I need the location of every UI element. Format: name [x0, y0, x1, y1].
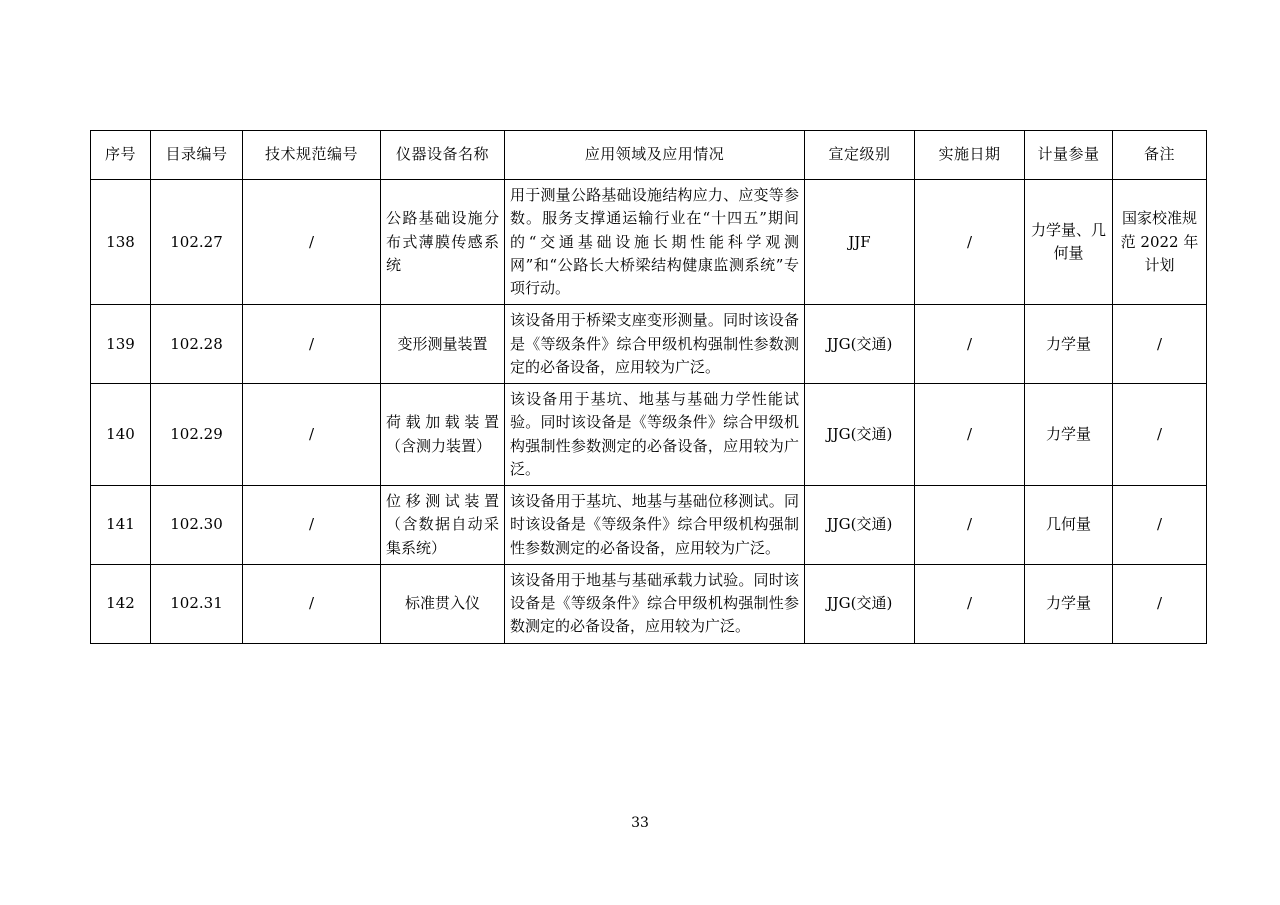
cell-spec-no: /	[243, 384, 381, 486]
column-header-spec-no: 技术规范编号	[243, 131, 381, 180]
cell-equipment-name: 荷载加载装置（含测力装置）	[381, 384, 505, 486]
table-body	[91, 180, 1207, 644]
cell-level: JJG(交通)	[805, 486, 915, 565]
cell-spec-no: /	[243, 180, 381, 305]
equipment-table-container	[90, 130, 1199, 644]
cell-equipment-name: 位移测试装置（含数据自动采集系统）	[381, 486, 505, 565]
cell-application: 该设备用于地基与基础承载力试验。同时该设备是《等级条件》综合甲级机构强制性参数测定的必备设备，应用较为广泛。	[505, 564, 805, 643]
cell-date: /	[915, 564, 1025, 643]
cell-parameter: 力学量	[1025, 384, 1113, 486]
cell-seq: 139	[91, 305, 151, 384]
cell-level: JJG(交通)	[805, 305, 915, 384]
table-row	[91, 384, 1207, 486]
cell-remark: /	[1113, 305, 1207, 384]
cell-equipment-name: 标准贯入仪	[381, 564, 505, 643]
equipment-table	[90, 130, 1207, 644]
column-header-level: 宣定级别	[805, 131, 915, 180]
cell-application: 该设备用于基坑、地基与基础位移测试。同时该设备是《等级条件》综合甲级机构强制性参数测定的必备设备，应用较为广泛。	[505, 486, 805, 565]
cell-catalog-no: 102.28	[151, 305, 243, 384]
cell-level: JJG(交通)	[805, 384, 915, 486]
cell-application: 用于测量公路基础设施结构应力、应变等参数。服务支撑通运输行业在“十四五”期间的“交通基础设施长期性能科学观测网”和“公路长大桥梁结构健康监测系统”专项行动。	[505, 180, 805, 305]
cell-remark: /	[1113, 486, 1207, 565]
cell-catalog-no: 102.29	[151, 384, 243, 486]
cell-remark: /	[1113, 564, 1207, 643]
table-row	[91, 564, 1207, 643]
cell-equipment-name: 公路基础设施分布式薄膜传感系统	[381, 180, 505, 305]
cell-date: /	[915, 305, 1025, 384]
table-header	[91, 131, 1207, 180]
column-header-catalog-no: 目录编号	[151, 131, 243, 180]
cell-seq: 138	[91, 180, 151, 305]
cell-application: 该设备用于基坑、地基与基础力学性能试验。同时该设备是《等级条件》综合甲级机构强制性参数测定的必备设备，应用较为广泛。	[505, 384, 805, 486]
column-header-application: 应用领域及应用情况	[505, 131, 805, 180]
table-row	[91, 305, 1207, 384]
cell-parameter: 力学量、几何量	[1025, 180, 1113, 305]
cell-date: /	[915, 180, 1025, 305]
column-header-seq: 序号	[91, 131, 151, 180]
cell-catalog-no: 102.31	[151, 564, 243, 643]
cell-date: /	[915, 384, 1025, 486]
cell-seq: 140	[91, 384, 151, 486]
cell-remark: /	[1113, 384, 1207, 486]
cell-catalog-no: 102.30	[151, 486, 243, 565]
cell-spec-no: /	[243, 564, 381, 643]
cell-parameter: 力学量	[1025, 305, 1113, 384]
cell-parameter: 力学量	[1025, 564, 1113, 643]
cell-seq: 142	[91, 564, 151, 643]
column-header-date: 实施日期	[915, 131, 1025, 180]
cell-date: /	[915, 486, 1025, 565]
page-number: 33	[631, 815, 649, 831]
cell-spec-no: /	[243, 486, 381, 565]
cell-parameter: 几何量	[1025, 486, 1113, 565]
cell-application: 该设备用于桥梁支座变形测量。同时该设备是《等级条件》综合甲级机构强制性参数测定的必备设备，应用较为广泛。	[505, 305, 805, 384]
cell-spec-no: /	[243, 305, 381, 384]
cell-seq: 141	[91, 486, 151, 565]
column-header-remark: 备注	[1113, 131, 1207, 180]
cell-equipment-name: 变形测量装置	[381, 305, 505, 384]
cell-level: JJF	[805, 180, 915, 305]
cell-catalog-no: 102.27	[151, 180, 243, 305]
cell-level: JJG(交通)	[805, 564, 915, 643]
table-row	[91, 180, 1207, 305]
table-row	[91, 486, 1207, 565]
cell-remark: 国家校准规范 2022 年计划	[1113, 180, 1207, 305]
column-header-equipment-name: 仪器设备名称	[381, 131, 505, 180]
column-header-parameter: 计量参量	[1025, 131, 1113, 180]
table-header-row	[91, 131, 1207, 180]
